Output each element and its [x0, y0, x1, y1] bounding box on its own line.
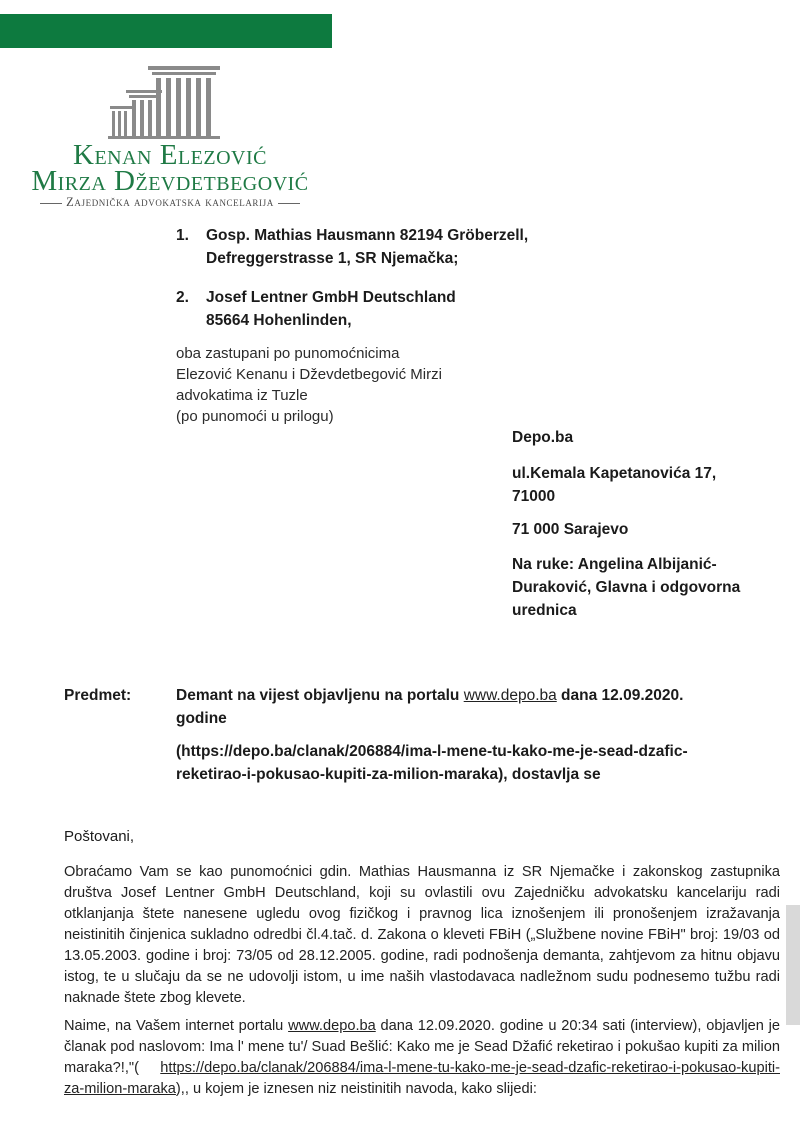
addressee-street-block: [512, 462, 716, 508]
header-green-bar: [0, 14, 332, 48]
subject-text: [176, 684, 776, 730]
firm-subtitle: [0, 195, 340, 210]
body-paragraph-1: Obraćamo Vam se kao punomoćnici gdin. Mathias Hausmanna iz SR Njemačke i zakonskog zastupnika društva Josef Lentner GmbH Deutschland, koji su ovlastili ovu Zajedničku advokatsku kancelariju radi otklanjanja štete nanesene ugledu ovog fizičkog i pravnog lica iznošenjem ili pronošenjem izražavanja neistinitih činjenica sukladno odredbi čl.4.tač. d. Zakona o klevetі FBiH („Službene novine FBiH" broj: 19/03 od 13.05.2003. godine i broj: 73/05 od 28.12.2005. godine, radi podnošenja demanta, zahtjevom za hitnu objavu istog, te u slučaju da se ne udovolji istom, u ime naših vlastodavaca nadležnom sudu podnesemo tužbu radi naknade štete zbog klevete.: [64, 864, 780, 1006]
recipient-1: [176, 224, 528, 270]
subject-label: Predmet:: [64, 687, 132, 704]
body-paragraph-2: [64, 1016, 780, 1100]
subject-link[interactable]: www.depo.ba: [463, 687, 557, 704]
addressee-attention: [512, 553, 740, 622]
subject-text-b: dana 12.09.2020.: [556, 687, 684, 704]
attention-line-3: urednica: [512, 602, 577, 619]
paragraph-2-link-1[interactable]: www.depo.ba: [288, 1018, 376, 1034]
paragraph-2-link-2[interactable]: https://depo.ba/clanak/206884/ima-l-mene-tu-kako-me-je-sead-dzafic-reketirao-i-pokusao-kupiti-za-milion-maraka: [64, 1060, 780, 1097]
recipient-1-number: 1.: [176, 227, 189, 244]
firm-subtitle-text: Zajednička advokatska kancelarija: [66, 195, 274, 209]
subject-text-c: godine: [176, 710, 227, 727]
columns-logo-icon: [108, 66, 224, 140]
representation-line-4: (po punomoći u prilogu): [176, 408, 334, 425]
paragraph-2-text-a: Naime, na Vašem internet portalu: [64, 1018, 289, 1034]
recipient-2-number: 2.: [176, 289, 189, 306]
greeting: Poštovani,: [64, 828, 135, 845]
paragraph-2-text-c: ),, u kojem je iznesen niz neistinitih navoda, kako slijedi:: [175, 1081, 537, 1097]
recipient-2-line2: 85664 Hohenlinden,: [206, 312, 352, 329]
scan-edge-shadow: [786, 905, 800, 1025]
addressee-postal: 71000: [512, 488, 556, 505]
recipient-1-line2: Defreggerstrasse 1, SR Njemačka;: [206, 250, 459, 267]
subject-url-line-2: reketirao-i-pokusao-kupiti-za-milion-maraka), dostavlja se: [176, 766, 601, 783]
recipient-1-line1: Gosp. Mathias Hausmann 82194 Gröberzell,: [206, 227, 529, 244]
attention-line-2: Duraković, Glavna i odgovorna: [512, 579, 741, 596]
subject-url: [176, 740, 776, 786]
subtitle-rule-left: [40, 203, 62, 204]
addressee-city: 71 000 Sarajevo: [512, 521, 629, 538]
firm-name-line-1: Kenan Elezović: [73, 139, 267, 171]
recipient-2-line1: Josef Lentner GmbH Deutschland: [206, 289, 456, 306]
firm-name-line-2: Mirza Dževdetbegović: [31, 165, 309, 197]
subtitle-rule-right: [278, 203, 300, 204]
paragraph-2-text-b: dana 12.09.2020. godine u 20:34 sati (interview), objavljen je članak pod naslovom: Ima l' mene tu'/ Suad Bešlić: Kako me je Sead Džafić reketirao i pokušao kupiti za milion maraka?!,"(: [64, 1018, 780, 1076]
addressee-name: Depo.ba: [512, 429, 574, 446]
representation-block: [176, 343, 442, 427]
attention-line-1: Na ruke: Angelina Albijanić-: [512, 556, 717, 573]
subject-text-a: Demant na vijest objavljenu na portalu: [176, 687, 464, 704]
representation-line-2: Elezović Kenanu i Dževdetbegović Mirzi: [176, 366, 442, 383]
representation-line-3: advokatima iz Tuzle: [176, 387, 308, 404]
recipient-2: [176, 286, 456, 332]
addressee-street: ul.Kemala Kapetanovića 17,: [512, 465, 717, 482]
subject-url-line-1: (https://depo.ba/clanak/206884/ima-l-mene-tu-kako-me-je-sead-dzafic-: [176, 743, 688, 760]
representation-line-1: oba zastupani po punomoćnicima: [176, 345, 400, 362]
